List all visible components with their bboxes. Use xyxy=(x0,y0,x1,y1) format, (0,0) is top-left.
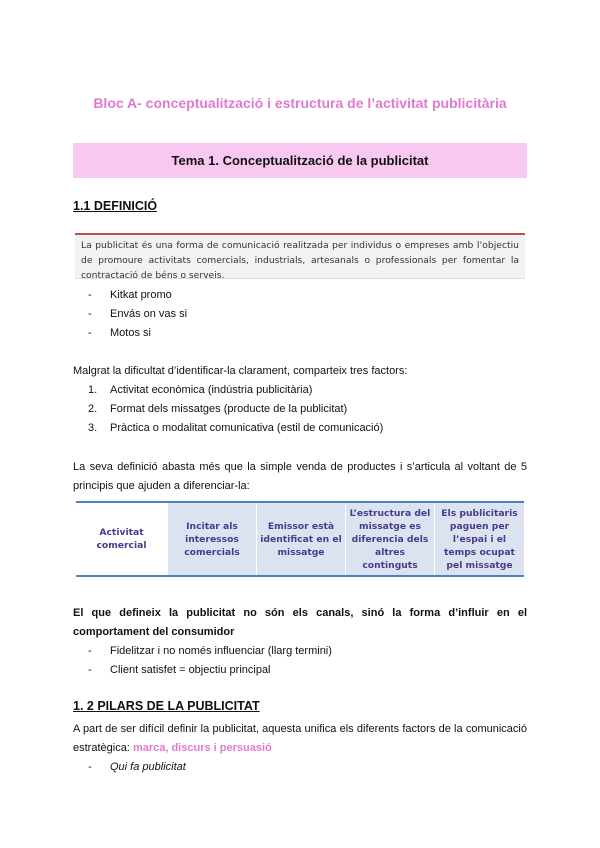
bloc-title: Bloc A- conceptualització i estructura de l’activitat publicitària xyxy=(93,95,507,111)
dash-bullet: - xyxy=(88,761,92,773)
section-heading-definicio: 1.1 DEFINICIÓ xyxy=(73,199,158,213)
tema-title: Tema 1. Conceptualització de la publicitat xyxy=(171,153,429,168)
list-item: - Fidelitzar i no només influenciar (llarg termini) xyxy=(88,642,332,661)
dash-bullet: - xyxy=(88,645,92,657)
definition-box: La publicitat és una forma de comunicació realitzada per individus o empreses amb l’objectiu de promoure activitats comercials, industrials, artesanals o professionals per fomentar la contractació de béns o serveis. xyxy=(75,233,525,279)
dash-bullet: - xyxy=(88,289,92,301)
tema-banner xyxy=(73,143,527,178)
list-item: 3. Pràctica o modalitat comunicativa (estil de comunicació) xyxy=(88,422,384,434)
dash-bullet: - xyxy=(88,327,92,339)
list-item: - Client satisfet = objectiu principal xyxy=(88,661,332,680)
channels-statement: El que defineix la publicitat no són els canals, sinó la forma d’influir en el comportament del consumidor xyxy=(73,607,527,638)
pilars-list xyxy=(88,758,186,777)
table-cell: L’estructura del missatge es diferencia dels altres continguts xyxy=(346,503,435,575)
factors-list xyxy=(88,381,383,438)
channels-list xyxy=(88,642,332,680)
examples-list xyxy=(88,286,187,343)
table-cell: Activitat comercial xyxy=(76,503,168,575)
factors-intro: Malgrat la dificultat d’identificar-la clarament, comparteix tres factors: xyxy=(73,365,408,377)
principles-intro: La seva definició abasta més que la simple venda de productes i s’articula al voltant de 5 principis que ajuden a diferenciar-la: xyxy=(73,461,527,492)
list-item: - Motos si xyxy=(88,324,187,343)
table-cell: Els publicitaris paguen per l’espai i el temps ocupat pel missatge xyxy=(435,503,524,575)
list-item: - Kitkat promo xyxy=(88,286,187,305)
list-item: 1. Activitat econòmica (indústria publicitària) xyxy=(88,384,313,396)
dash-bullet: - xyxy=(88,664,92,676)
principles-table xyxy=(76,501,524,577)
table-cell: Emissor està identificat en el missatge xyxy=(257,503,346,575)
section-heading-pilars: 1. 2 PILARS DE LA PUBLICITAT xyxy=(73,699,260,713)
list-item: - Envás on vas si xyxy=(88,305,187,324)
pilars-highlight: marca, discurs i persuasió xyxy=(132,742,272,754)
dash-bullet: - xyxy=(88,308,92,320)
list-item: 2. Format dels missatges (producte de la publicitat) xyxy=(88,403,348,415)
list-item: - Qui fa publicitat xyxy=(88,758,186,777)
table-cell: Incitar als interessos comercials xyxy=(168,503,257,575)
pilars-intro: A part de ser difícil definir la publicitat, aquesta unifica els diferents factors de la comunicació estratègica: marca, discurs i persuasió xyxy=(73,723,527,754)
